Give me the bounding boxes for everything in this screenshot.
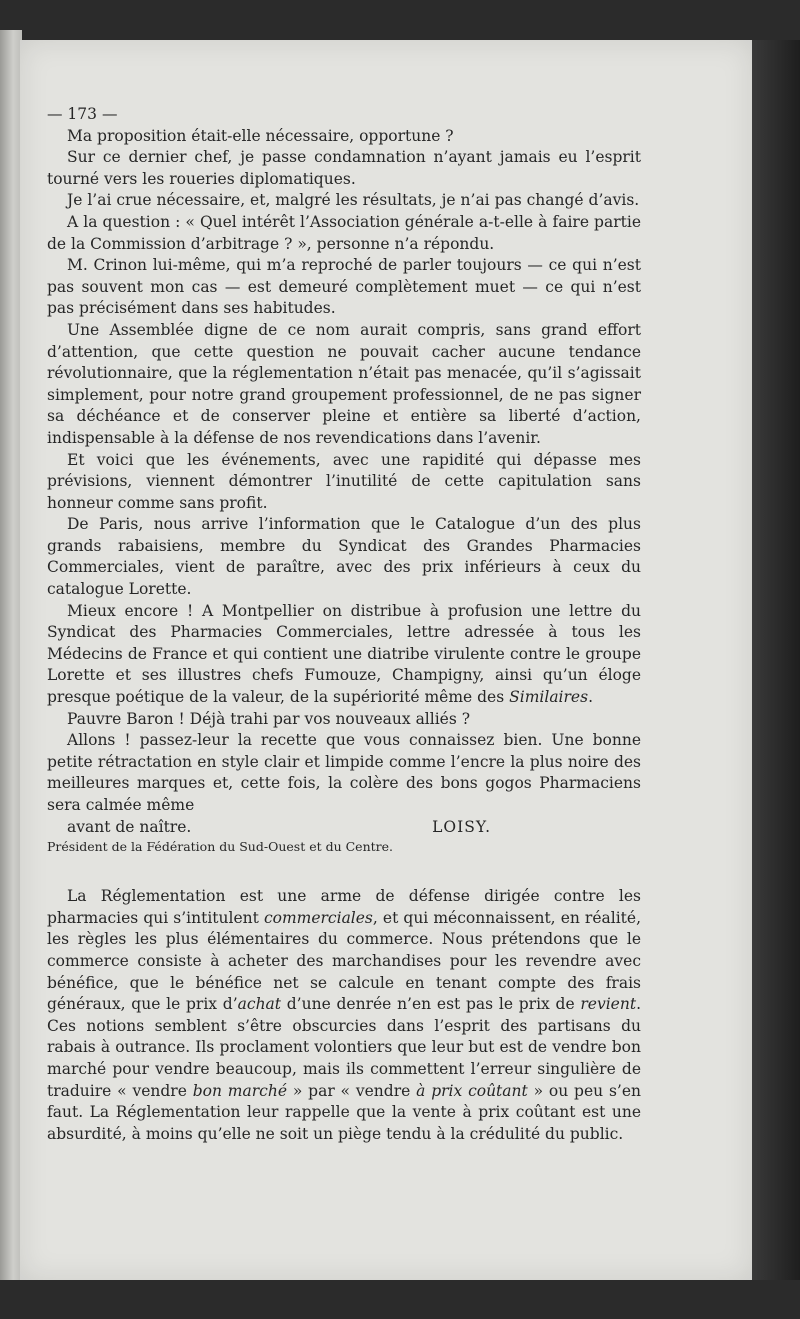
scan-margin: [752, 40, 800, 1280]
page-text: [47, 104, 641, 1145]
left-page-edge: [0, 30, 22, 1280]
signature-name: LOISY.: [432, 817, 491, 836]
closing-text: avant de naître.: [67, 817, 192, 836]
paragraph-9-emphasis: Similaires: [509, 688, 589, 707]
a2-emphasis-1: commerciales: [263, 908, 373, 927]
paragraph-10: Pauvre Baron ! Déjà trahi par vos nouveaux alliés ?: [67, 709, 471, 728]
a2-emphasis-3: revient: [580, 995, 637, 1014]
paragraph-9-end: .: [588, 688, 593, 707]
paragraph-9: [47, 601, 641, 709]
paragraph-11: Allons ! passez-leur la recette que vous connaissez bien. Une bonne petite rétractation en style clair et limpide comme l’encre la plus noire des meilleures marques et, cette fois, la colère des bons gogos Pharmaciens sera calmée même: [47, 731, 641, 814]
paragraph-5: M. Crinon lui-même, qui m’a reproché de parler toujours — ce qui n’est pas souvent mon cas — est demeuré complètement muet — ce qui n’est pas précisément dans ses habitudes.: [47, 256, 641, 318]
a2-text-5: » par « vendre: [287, 1081, 417, 1100]
a2-emphasis-2: achat: [237, 995, 282, 1014]
article-2-paragraph: [47, 886, 641, 1145]
page-number: — 173 —: [47, 105, 118, 123]
paragraph-3: Je l’ai crue nécessaire, et, malgré les résultats, je n’ai pas changé d’avis.: [67, 191, 640, 210]
a2-text-2: , et qui méconnaissent, en réalité, les règles les plus élémentaires du commerce. Nous prétendons que le commerce consiste à acheter des marchandises pour les revendre avec bénéfice, que le bénéfice net se calcule en tenant compte des frais généraux, que le prix d’: [47, 908, 641, 1014]
a2-text-1: La Réglementation est une arme de défense dirigée contre les pharmacies qui s’intitulent: [47, 887, 641, 927]
a2-text-3: d’une denrée n’en est pas le prix de: [281, 995, 581, 1014]
paragraph-8: De Paris, nous arrive l’information que le Catalogue d’un des plus grands rabaisiens, membre du Syndicat des Grandes Pharmacies Commerciales, vient de paraître, avec des prix inférieurs à ceux du catalogue Lorette.: [47, 515, 641, 599]
a2-text-6: » ou peu s’en faut. La Réglementation leur rappelle que la vente à prix coûtant est une absurdité, à moins qu’elle ne soit un piège tendu à la crédulité du public.: [47, 1081, 641, 1143]
a2-text-4: . Ces notions semblent s’être obscurcies dans l’esprit des partisans du rabais à outrance. Ils proclament volontiers que leur but est de vendre bon marché pour vendre beaucoup, mais ils commettent l’erreur singulière de traduire « vendre: [47, 995, 641, 1100]
a2-emphasis-5: à prix coûtant: [416, 1081, 528, 1100]
paragraph-4: A la question : « Quel intérêt l’Association générale a-t-elle à faire partie de la Commission d’arbitrage ? », personne n’a répondu.: [47, 212, 641, 253]
a2-emphasis-4: bon marché: [192, 1081, 287, 1100]
paragraph-1: Ma proposition était-elle nécessaire, opportune ?: [67, 126, 454, 145]
paragraph-2: Sur ce dernier chef, je passe condamnation n’ayant jamais eu l’esprit tourné vers les roueries diplomatiques.: [47, 148, 641, 188]
closing-line: [47, 817, 641, 839]
paragraph-7: Et voici que les événements, avec une rapidité qui dépasse mes prévisions, viennent démontrer l’inutilité de cette capitulation sans honneur comme sans profit.: [47, 450, 641, 512]
paragraph-9-text: Mieux encore ! A Montpellier on distribue à profusion une lettre du Syndicat des Pharmacies Commerciales, lettre adressée à tous les Médecins de France et qui contient une diatribe virulente contre le groupe Lorette et ses illustres chefs Fumouze, Champigny, ainsi qu’un éloge presque poétique de la valeur, de la supériorité même des: [47, 601, 641, 707]
section-gap: [47, 856, 641, 886]
paragraph-6: Une Assemblée digne de ce nom aurait compris, sans grand effort d’attention, que cette question ne pouvait cacher aucune tendance révolutionnaire, que la réglementation n’était pas menacée, qu’il s’agissait simplement, pour notre grand groupement professionnel, de ne pas signer sa déchéance et de conserver pleine et entière sa liberté d’action, indispensable à la défense de nos revendications dans l’avenir.: [47, 320, 641, 447]
signature-title: Président de la Fédération du Sud-Ouest et du Centre.: [47, 839, 393, 855]
